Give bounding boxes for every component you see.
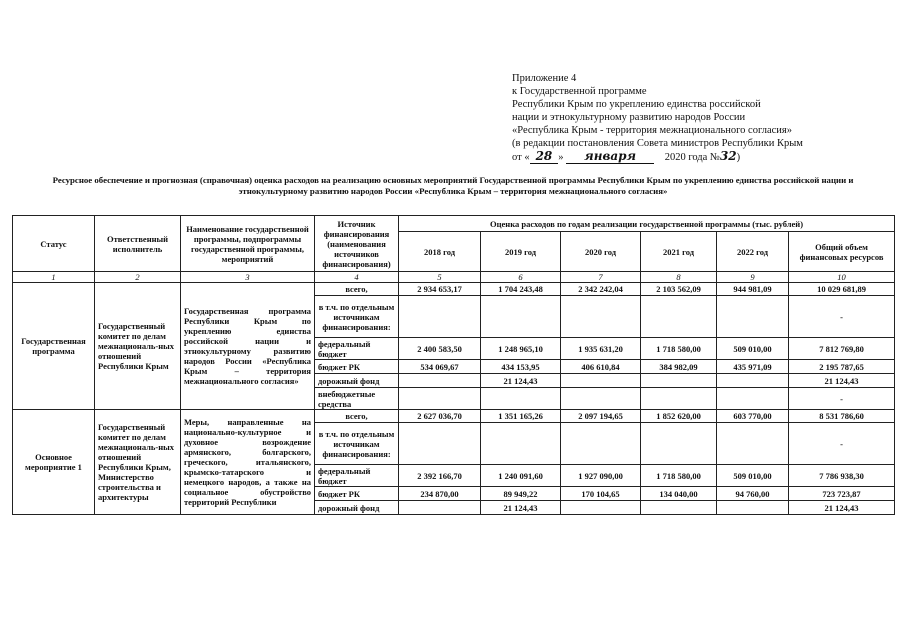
table-row: дорожный фонд 21 124,43 21 124,43 bbox=[13, 501, 895, 515]
source-cell: всего, bbox=[315, 410, 399, 423]
resource-table bbox=[12, 215, 895, 515]
header-2018: 2018 год bbox=[399, 232, 481, 272]
appendix-date-line: от « 28 » января 2020 года №32) bbox=[512, 149, 741, 163]
executor-cell: Государственный комитет по делам межнациональ-ных отношений Республики Крым bbox=[95, 283, 181, 410]
table-row: Государственная программа Государственный комитет по делам межнациональ-ных отношений Республики Крым Государственная программа Республики Крым по укреплению единства российской нации и этнокультурному развитию народов России «Республика Крым – территория межнационального согласия» всего, 2 934 653,17 1 704 243,48 2 342 242,04 2 103 562,09 944 981,09 10 029 681,89 bbox=[13, 283, 895, 296]
document-title: Ресурсное обеспечение и прогнозная (справочная) оценка расходов на реализацию основных мероприятий Государственной программы Республики Крым по укреплению единства российской нации и этнокультурному развитию народов России «Республика Крым – территория межнационального согласия» bbox=[52, 175, 854, 196]
name-cell: Меры, направленные на национально-культурное и духовное возрождение армянского, болгарского, греческого, итальянского, крымско-татарского и немецкого народов, а также на социальное обустройство территорий Республики bbox=[181, 410, 315, 515]
name-cell: Государственная программа Республики Крым по укреплению единства российской нации и этнокультурному развитию народов России «Республика Крым – территория межнационального согласия» bbox=[181, 283, 315, 410]
header-name: Наименование государственной программы, подпрограммы государственной программы, мероприятий bbox=[181, 216, 315, 272]
header-2019: 2019 год bbox=[481, 232, 561, 272]
appendix-line: нации и этнокультурному развитию народов России bbox=[512, 112, 746, 123]
appendix-line: Приложение 4 bbox=[512, 73, 577, 84]
table-row: федеральный бюджет 2 392 166,70 1 240 091,60 1 927 090,00 1 718 580,00 509 010,00 7 786 938,30 bbox=[13, 465, 895, 487]
header-2021: 2021 год bbox=[641, 232, 717, 272]
table-row: федеральный бюджет 2 400 583,50 1 248 965,10 1 935 631,20 1 718 580,00 509 010,00 7 812 769,80 bbox=[13, 338, 895, 360]
table-row: в т.ч. по отдельным источникам финансирования: - bbox=[13, 423, 895, 465]
table-row: бюджет РК 534 069,67 434 153,95 406 610,84 384 982,09 435 971,09 2 195 787,65 bbox=[13, 360, 895, 374]
table-row: бюджет РК 234 870,00 89 949,22 170 104,65 134 040,00 94 760,00 723 723,87 bbox=[13, 487, 895, 501]
index-row: 1 2 3 4 5 6 7 8 9 10 bbox=[13, 272, 895, 283]
source-cell: федеральный бюджет bbox=[315, 465, 399, 487]
header-source: Источник финансирования (наименования источников финансирования) bbox=[315, 216, 399, 272]
source-cell: бюджет РК bbox=[315, 360, 399, 374]
source-cell: внебюджетные средства bbox=[315, 388, 399, 410]
appendix-line: «Республика Крым - территория межнационального согласия» bbox=[512, 125, 792, 136]
source-cell: дорожный фонд bbox=[315, 501, 399, 515]
source-cell: бюджет РК bbox=[315, 487, 399, 501]
status-cell: Государственная программа bbox=[13, 283, 95, 410]
source-cell: федеральный бюджет bbox=[315, 338, 399, 360]
appendix-block bbox=[512, 72, 803, 164]
header-executor: Ответственный исполнитель bbox=[95, 216, 181, 272]
header-2022: 2022 год bbox=[717, 232, 789, 272]
appendix-line: (в редакции постановления Совета министров Республики Крым bbox=[512, 138, 803, 149]
table-row: дорожный фонд 21 124,43 21 124,43 bbox=[13, 374, 895, 388]
executor-cell: Государственный комитет по делам межнациональ-ных отношений Республики Крым, Министерство строительства и архитектуры bbox=[95, 410, 181, 515]
header-status: Статус bbox=[13, 216, 95, 272]
handwritten-number: 32 bbox=[719, 149, 737, 163]
source-cell: дорожный фонд bbox=[315, 374, 399, 388]
table-row: в т.ч. по отдельным источникам финансирования: - bbox=[13, 296, 895, 338]
status-cell: Основное мероприятие 1 bbox=[13, 410, 95, 515]
source-cell: всего, bbox=[315, 283, 399, 296]
handwritten-day: 28 bbox=[530, 150, 559, 164]
header-total: Общий объем финансовых ресурсов bbox=[789, 232, 895, 272]
source-cell: в т.ч. по отдельным источникам финансирования: bbox=[315, 296, 399, 338]
header-estimate: Оценка расходов по годам реализации государственной программы (тыс. рублей) bbox=[399, 216, 895, 232]
appendix-line: Республики Крым по укреплению единства российской bbox=[512, 99, 761, 110]
table-row: внебюджетные средства - bbox=[13, 388, 895, 410]
table-row: Основное мероприятие 1 Государственный комитет по делам межнациональ-ных отношений Республики Крым, Министерство строительства и архитектуры Меры, направленные на национально-культурное и духовное возрождение армянского, болгарского, греческого, итальянского, крымско-татарского и немецкого народов, а также на социальное обустройство территорий Республики всего, 2 627 036,70 1 351 165,26 2 097 194,65 1 852 620,00 603 770,00 8 531 786,60 bbox=[13, 410, 895, 423]
source-cell: в т.ч. по отдельным источникам финансирования: bbox=[315, 423, 399, 465]
header-2020: 2020 год bbox=[561, 232, 641, 272]
handwritten-month: января bbox=[566, 150, 654, 164]
appendix-line: к Государственной программе bbox=[512, 86, 647, 97]
